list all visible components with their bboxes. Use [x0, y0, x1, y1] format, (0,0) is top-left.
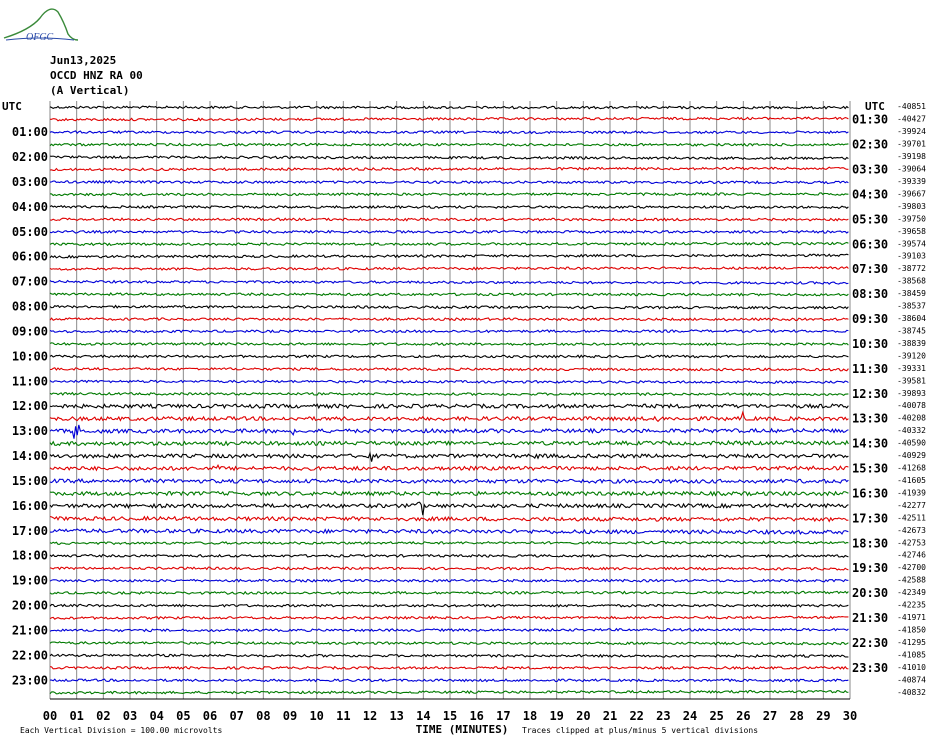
- left-time-label: 05:00: [11, 224, 48, 239]
- right-time-label: 10:30: [852, 336, 889, 351]
- trace-value-label: -39667: [897, 189, 926, 199]
- trace-value-label: -39103: [897, 251, 926, 261]
- right-time-label: 04:30: [852, 187, 889, 202]
- left-time-label: 07:00: [11, 274, 48, 289]
- x-tick-label: 15: [442, 709, 458, 723]
- seismic-trace: [50, 143, 848, 146]
- trace-value-label: -42700: [897, 563, 926, 573]
- x-tick-label: 22: [629, 709, 644, 723]
- trace-value-label: -38772: [897, 264, 926, 274]
- right-time-label: 15:30: [852, 461, 889, 476]
- x-tick-label: 30: [842, 709, 858, 723]
- right-time-label: 08:30: [852, 287, 889, 302]
- trace-value-label: -40078: [897, 401, 926, 411]
- left-time-label: 02:00: [11, 150, 48, 165]
- seismic-trace: [50, 667, 848, 669]
- seismic-trace: [50, 591, 848, 594]
- x-tick-label: 20: [576, 709, 591, 723]
- x-tick-label: 01: [69, 709, 84, 723]
- left-time-label: 03:00: [11, 174, 48, 189]
- seismic-trace: [50, 231, 848, 233]
- trace-value-label: -38568: [897, 276, 926, 286]
- right-time-label: 23:30: [852, 660, 889, 675]
- seismic-trace: [50, 254, 848, 258]
- right-time-label: 21:30: [852, 611, 889, 626]
- trace-value-label: -40929: [897, 451, 926, 461]
- seismic-trace: [50, 579, 848, 581]
- trace-value-label: -38604: [897, 314, 926, 324]
- x-tick-label: 19: [549, 709, 564, 723]
- seismic-trace: [50, 181, 848, 184]
- x-tick-label: 29: [816, 709, 831, 723]
- right-time-label: 20:30: [852, 586, 889, 601]
- x-tick-label: 25: [709, 709, 724, 723]
- right-time-label: 02:30: [852, 137, 889, 152]
- seismic-trace: [50, 679, 848, 681]
- seismic-trace: [50, 404, 848, 408]
- right-time-label: 03:30: [852, 162, 889, 177]
- right-time-label: 01:30: [852, 112, 889, 127]
- trace-value-label: -39893: [897, 388, 926, 398]
- x-axis-title: TIME (MINUTES): [415, 723, 509, 736]
- trace-value-label: -39581: [897, 376, 926, 386]
- trace-value-label: -39120: [897, 351, 926, 361]
- trace-value-label: -42235: [897, 600, 926, 610]
- trace-value-label: -39339: [897, 176, 926, 186]
- right-time-label: 11:30: [852, 361, 889, 376]
- seismic-trace: [50, 242, 848, 245]
- left-time-label: 14:00: [11, 449, 48, 464]
- left-time-label: 20:00: [11, 598, 48, 613]
- left-time-label: 01:00: [11, 125, 48, 140]
- seismic-trace: [50, 355, 848, 357]
- seismic-trace: [50, 604, 848, 606]
- seismic-trace: [50, 193, 848, 196]
- seismic-trace: [50, 393, 848, 396]
- seismic-trace: [50, 318, 848, 321]
- left-time-label: 11:00: [11, 374, 48, 389]
- trace-value-label: -40851: [897, 102, 926, 112]
- trace-value-label: -39574: [897, 239, 926, 249]
- left-time-label: 12:00: [11, 399, 48, 414]
- left-time-label: 16:00: [11, 498, 48, 513]
- right-time-label: 14:30: [852, 436, 889, 451]
- x-tick-label: 11: [336, 709, 351, 723]
- left-time-label: 19:00: [11, 573, 48, 588]
- left-time-label: 08:00: [11, 299, 48, 314]
- seismic-trace: [50, 218, 848, 221]
- seismic-trace: [50, 281, 848, 285]
- x-tick-label: 17: [496, 709, 511, 723]
- trace-value-label: -40208: [897, 413, 926, 423]
- seismic-trace: [50, 343, 848, 346]
- seismic-trace: [50, 492, 848, 496]
- logo-text: OFGC: [26, 32, 54, 43]
- seismic-trace: [50, 412, 848, 421]
- x-tick-label: 27: [762, 709, 778, 723]
- trace-value-label: -42753: [897, 538, 926, 548]
- channel-label: OCCD HNZ RA 00: [50, 69, 143, 82]
- trace-value-label: -41971: [897, 613, 926, 623]
- trace-value-label: -40427: [897, 114, 926, 124]
- right-time-label: 07:30: [852, 262, 889, 277]
- footer-right-note: Traces clipped at plus/minus 5 vertical divisions: [522, 726, 759, 735]
- seismic-trace: [50, 529, 848, 534]
- seismic-trace: [50, 642, 848, 645]
- seismic-trace: [50, 306, 848, 309]
- trace-value-label: -41605: [897, 475, 926, 485]
- right-time-label: 05:30: [852, 212, 889, 227]
- trace-value-label: -42277: [897, 500, 926, 510]
- seismic-trace: [50, 368, 848, 371]
- x-tick-label: 09: [282, 709, 298, 723]
- right-time-label: 19:30: [852, 561, 889, 576]
- trace-value-label: -42511: [897, 513, 926, 523]
- left-time-label: 13:00: [11, 424, 48, 439]
- right-time-label: 18:30: [852, 536, 889, 551]
- seismic-trace: [50, 629, 848, 632]
- trace-value-label: -39924: [897, 127, 926, 137]
- right-time-label: 06:30: [852, 237, 889, 252]
- trace-value-label: -40332: [897, 426, 926, 436]
- x-tick-label: 21: [602, 709, 618, 723]
- left-time-label: 15:00: [11, 473, 48, 488]
- seismic-trace: [50, 465, 848, 470]
- component-label: (A Vertical): [50, 84, 130, 97]
- trace-value-label: -39064: [897, 164, 926, 174]
- date-label: Jun13,2025: [50, 54, 117, 67]
- seismic-trace: [50, 441, 848, 445]
- seismic-trace: [50, 479, 848, 483]
- trace-value-label: -41850: [897, 625, 926, 635]
- right-time-label: 22:30: [852, 635, 889, 650]
- trace-value-label: -41295: [897, 637, 926, 647]
- x-tick-label: 05: [176, 709, 191, 723]
- trace-value-label: -41268: [897, 463, 926, 473]
- seismic-trace: [50, 206, 848, 209]
- left-time-label: 10:00: [11, 349, 48, 364]
- trace-value-label: -41939: [897, 488, 926, 498]
- trace-value-label: -39701: [897, 139, 926, 149]
- trace-value-label: -38537: [897, 301, 926, 311]
- left-time-label: 23:00: [11, 673, 48, 688]
- trace-value-label: -38839: [897, 338, 926, 348]
- x-tick-label: 10: [309, 709, 324, 723]
- left-time-label: 22:00: [11, 648, 48, 663]
- left-time-label: 21:00: [11, 623, 48, 638]
- x-tick-label: 16: [469, 709, 484, 723]
- left-time-label: 06:00: [11, 249, 48, 264]
- trace-value-label: -42349: [897, 588, 926, 598]
- right-time-label: 09:30: [852, 312, 889, 327]
- right-time-label: 12:30: [852, 386, 889, 401]
- trace-value-label: -42588: [897, 575, 926, 585]
- trace-value-label: -42746: [897, 550, 926, 560]
- x-tick-label: 06: [202, 709, 218, 723]
- x-tick-label: 23: [656, 709, 671, 723]
- seismic-trace: [50, 425, 848, 439]
- seismic-trace: [50, 517, 848, 522]
- trace-value-label: -40832: [897, 687, 926, 697]
- seismic-trace: [50, 616, 848, 619]
- x-tick-label: 04: [149, 709, 164, 723]
- right-time-label: 16:30: [852, 486, 889, 501]
- x-tick-label: 03: [122, 709, 138, 723]
- x-tick-label: 13: [389, 709, 404, 723]
- x-tick-label: 24: [682, 709, 698, 723]
- trace-value-label: -42673: [897, 525, 926, 535]
- utc-label-right: UTC: [865, 100, 885, 113]
- utc-label-left: UTC: [2, 100, 22, 113]
- trace-value-label: -41010: [897, 662, 926, 672]
- trace-value-label: -40590: [897, 438, 926, 448]
- x-tick-label: 18: [522, 709, 538, 723]
- trace-value-label: -40874: [897, 675, 926, 685]
- seismic-trace: [50, 156, 848, 159]
- seismic-trace: [50, 541, 848, 544]
- trace-value-label: -39331: [897, 363, 926, 373]
- trace-value-label: -39803: [897, 201, 926, 211]
- seismic-trace: [50, 293, 848, 296]
- trace-value-label: -39198: [897, 152, 926, 162]
- seismic-trace: [50, 330, 848, 333]
- seismic-trace: [50, 167, 848, 170]
- x-tick-label: 26: [736, 709, 751, 723]
- seismic-trace: [50, 106, 848, 109]
- x-tick-label: 12: [362, 709, 378, 723]
- trace-value-label: -39658: [897, 226, 926, 236]
- seismic-trace: [50, 691, 848, 694]
- right-time-label: 17:30: [852, 511, 889, 526]
- left-time-label: 17:00: [11, 523, 48, 538]
- footer-left-note: Each Vertical Division = 100.00 microvolts: [20, 726, 223, 735]
- seismic-trace: [50, 131, 848, 134]
- seismic-trace: [50, 267, 848, 270]
- trace-value-label: -41085: [897, 650, 926, 660]
- seismic-trace: [50, 380, 848, 383]
- x-tick-label: 14: [416, 709, 431, 723]
- seismic-trace: [50, 453, 848, 461]
- left-time-label: 04:00: [11, 199, 48, 214]
- right-time-label: 13:30: [852, 411, 889, 426]
- seismic-trace: [50, 117, 848, 121]
- seismic-trace: [50, 502, 848, 515]
- seismic-trace: [50, 555, 848, 558]
- x-tick-label: 00: [42, 709, 58, 723]
- x-tick-label: 07: [229, 709, 244, 723]
- left-time-label: 09:00: [11, 324, 48, 339]
- trace-value-label: -38459: [897, 289, 926, 299]
- left-time-label: 18:00: [11, 548, 48, 563]
- x-tick-label: 08: [256, 709, 271, 723]
- x-tick-label: 02: [96, 709, 111, 723]
- seismic-trace: [50, 654, 848, 657]
- seismic-trace: [50, 567, 848, 570]
- trace-value-label: -38745: [897, 326, 926, 336]
- trace-value-label: -39750: [897, 214, 926, 224]
- x-tick-label: 28: [789, 709, 804, 723]
